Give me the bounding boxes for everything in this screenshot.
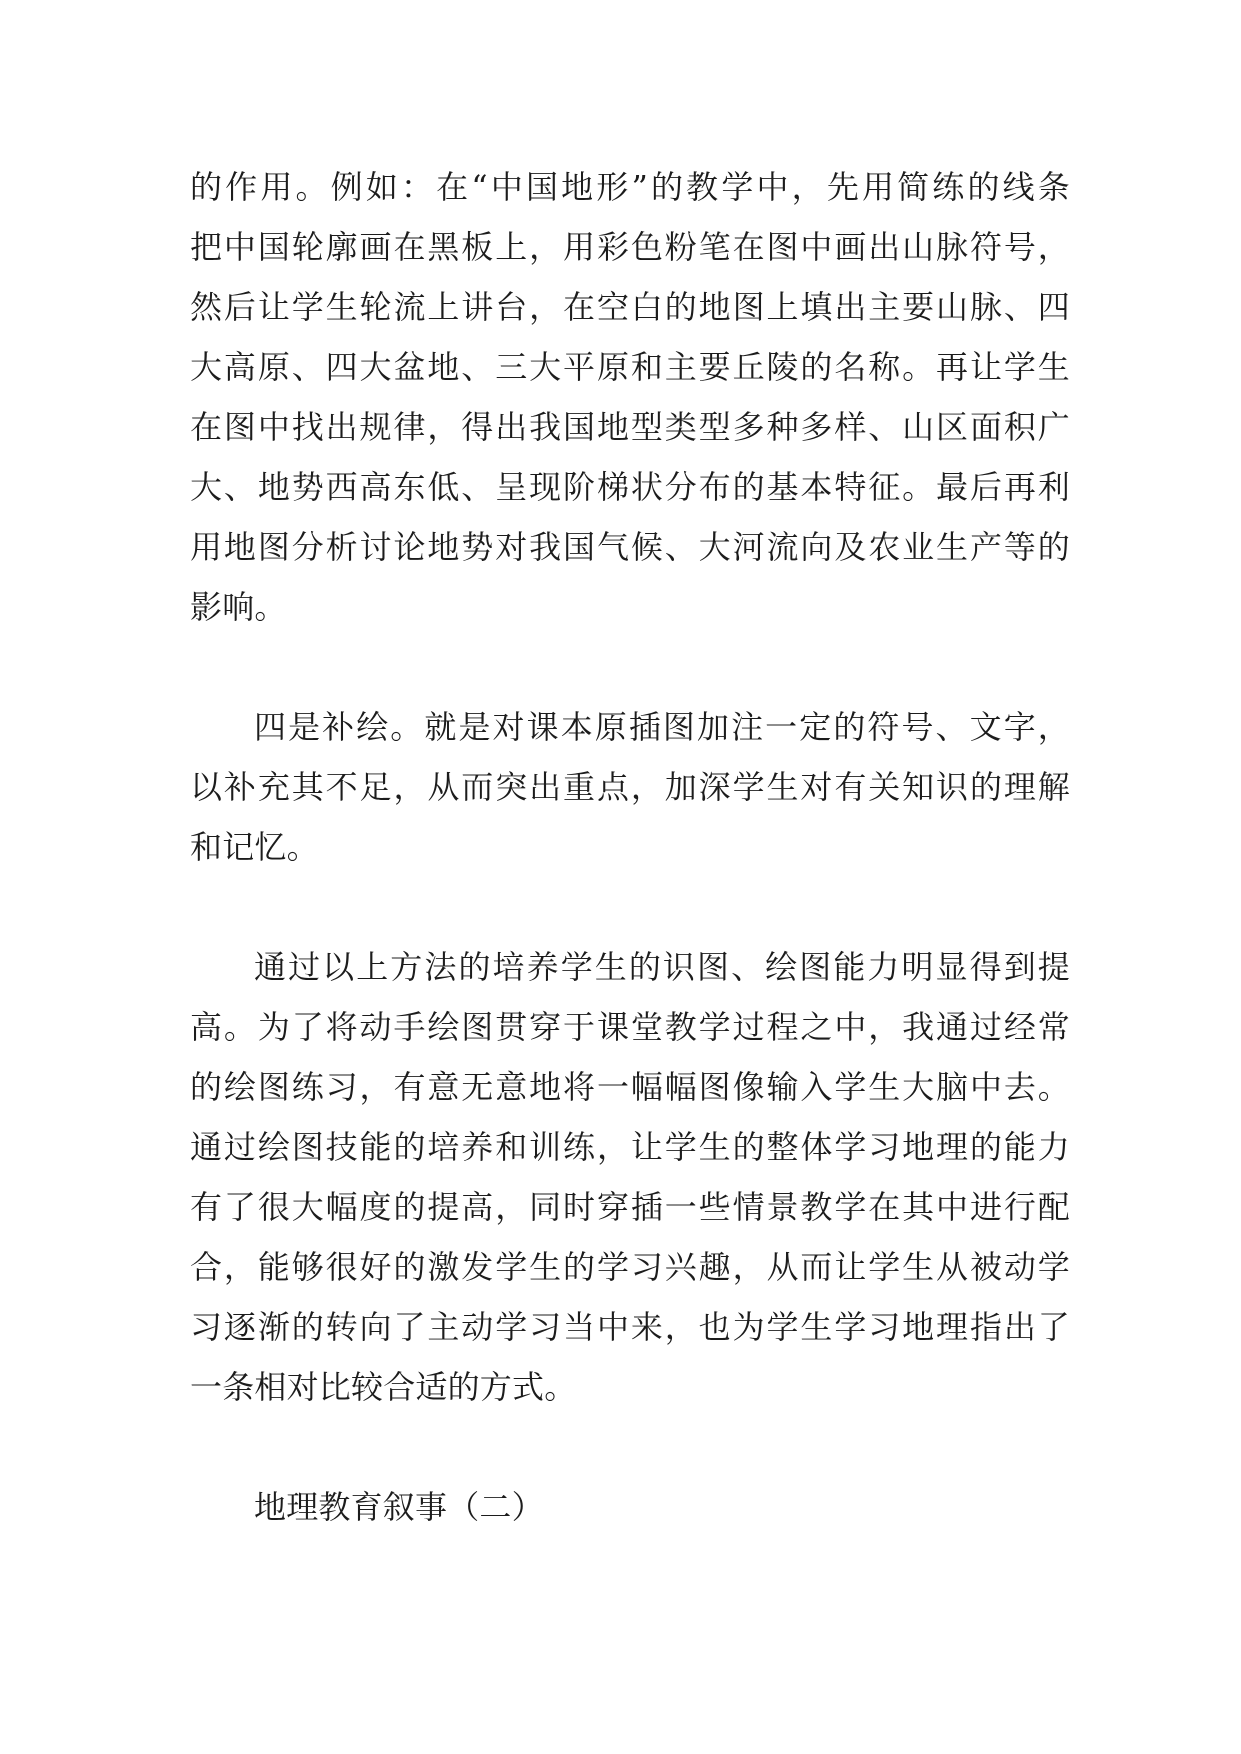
paragraph-1-line-1: 的作用。例如：在“中国地形”的教学中，先用简练的线条: [190, 168, 1070, 206]
paragraph-3-line-6: 合，能够很好的激发学生的学习兴趣，从而让学生从被动学: [190, 1248, 1070, 1286]
paragraph-3-line-2: 高。为了将动手绘图贯穿于课堂教学过程之中，我通过经常: [190, 1008, 1070, 1046]
paragraph-2-line-2: 以补充其不足，从而突出重点，加深学生对有关知识的理解: [190, 768, 1070, 806]
paragraph-2-line-1: 四是补绘。就是对课本原插图加注一定的符号、文字，: [254, 708, 1070, 746]
paragraph-1-line-2: 把中国轮廓画在黑板上，用彩色粉笔在图中画出山脉符号，: [190, 228, 1070, 266]
paragraph-1-line-8: 影响。: [190, 588, 287, 626]
paragraph-3-line-4: 通过绘图技能的培养和训练，让学生的整体学习地理的能力: [190, 1128, 1070, 1166]
paragraph-2-line-3: 和记忆。: [190, 828, 319, 866]
paragraph-1-line-5: 在图中找出规律，得出我国地型类型多种多样、山区面积广: [190, 408, 1070, 446]
paragraph-1-line-4: 大高原、四大盆地、三大平原和主要丘陵的名称。再让学生: [190, 348, 1070, 386]
paragraph-1-line-6: 大、地势西高东低、呈现阶梯状分布的基本特征。最后再利: [190, 468, 1070, 506]
paragraph-1-line-7: 用地图分析讨论地势对我国气候、大河流向及农业生产等的: [190, 528, 1070, 566]
paragraph-3-line-5: 有了很大幅度的提高，同时穿插一些情景教学在其中进行配: [190, 1188, 1070, 1226]
paragraph-3-line-3: 的绘图练习，有意无意地将一幅幅图像输入学生大脑中去。: [190, 1068, 1070, 1106]
paragraph-3-line-8: 一条相对比较合适的方式。: [190, 1368, 577, 1406]
paragraph-3-line-1: 通过以上方法的培养学生的识图、绘图能力明显得到提: [254, 948, 1070, 986]
paragraph-1-line-3: 然后让学生轮流上讲台，在空白的地图上填出主要山脉、四: [190, 288, 1070, 326]
section-heading: 地理教育叙事（二）: [254, 1488, 544, 1526]
paragraph-3-line-7: 习逐渐的转向了主动学习当中来，也为学生学习地理指出了: [190, 1308, 1070, 1346]
